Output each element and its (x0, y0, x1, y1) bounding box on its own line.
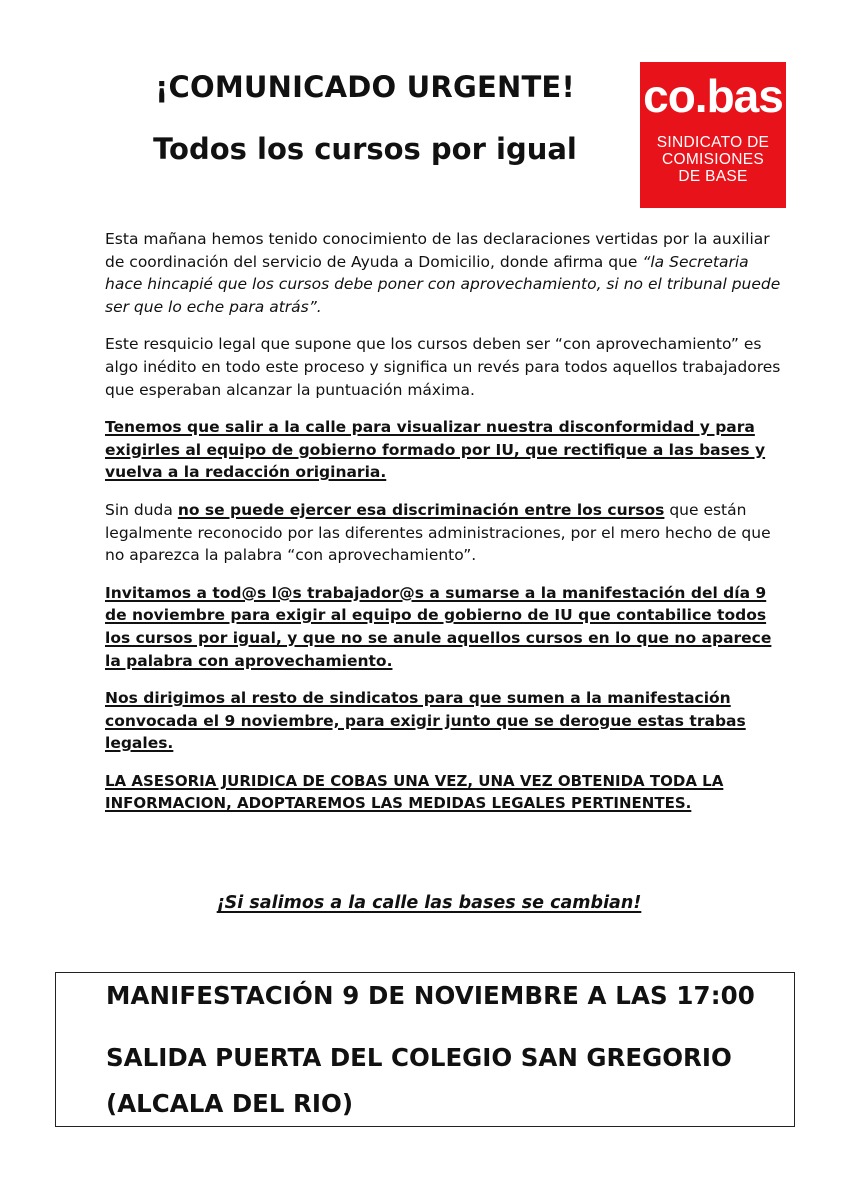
logo-subtitle-3: DE BASE (678, 168, 748, 185)
logo-name: co.bas (643, 70, 783, 122)
paragraph-declaration-quote: “la Secretaria hace hincapié que los cursos debe poner con aprovechamiento, si no el tribunal puede ser que lo eche para atrás”. (105, 252, 781, 316)
announcement-location: SALIDA PUERTA DEL COLEGIO SAN GREGORIO (ALCALA DEL RIO) (106, 1043, 732, 1118)
paragraph-declaration (105, 228, 785, 318)
logo-subtitle-1: SINDICATO DE (656, 134, 770, 151)
logo-subtitle-2: COMISIONES (661, 151, 765, 168)
page-title: ¡COMUNICADO URGENTE! (155, 70, 575, 104)
cobas-logo (640, 62, 786, 208)
paragraph-legal-advice: LA ASESORIA JURIDICA DE COBAS UNA VEZ, UNA VEZ OBTENIDA TODA LA INFORMACION, ADOPTAREMOS LAS MEDIDAS LEGALES PERTINENTES. (105, 771, 724, 813)
paragraph-discrimination-end: que están legalmente reconocido por las diferentes administraciones, por el mero hecho de que no aparezca la palabra “con aprovechamiento”. (105, 500, 771, 565)
header (0, 0, 858, 220)
communique-body (105, 228, 785, 830)
paragraph-discrimination (105, 499, 785, 567)
paragraph-legal-loophole: Este resquicio legal que supone que los cursos deben ser “con aprovechamiento” es algo inédito en todo este proceso y significa un revés para todos aquellos trabajadores que esperaban alcanzar la puntuación máxima. (105, 335, 781, 399)
paragraph-discrimination-start: Sin duda (105, 500, 178, 519)
paragraph-invitation: Invitamos a tod@s l@s trabajador@s a sumarse a la manifestación del día 9 de noviembre para exigir al equipo de gobierno de IU que contabilice todos los cursos por igual, y que no se anule aquellos cursos en lo que no aparece la palabra con aprovechamiento. (105, 583, 772, 670)
paragraph-declaration-text: Esta mañana hemos tenido conocimiento de las declaraciones vertidas por la auxiliar de coordinación del servicio de Ayuda a Domicilio, donde afirma que (105, 230, 770, 271)
paragraph-unions: Nos dirigimos al resto de sindicatos para que sumen a la manifestación convocada el 9 noviembre, para exigir junto que se derogue estas trabas legales. (105, 689, 746, 753)
paragraph-discrimination-emphasis: no se puede ejercer esa discriminación entre los cursos (177, 500, 665, 519)
paragraph-call-to-street: Tenemos que salir a la calle para visualizar nuestra disconformidad y para exigirles al equipo de gobierno formado por IU, que rectifique a las bases y vuelva a la redacción originaria. (105, 418, 766, 482)
slogan: ¡Si salimos a la calle las bases se cambian! (216, 893, 642, 913)
announcement-box (55, 972, 795, 1127)
page-subtitle: Todos los cursos por igual (153, 132, 577, 166)
announcement-date-time: MANIFESTACIÓN 9 DE NOVIEMBRE A LAS 17:00 (106, 981, 755, 1010)
